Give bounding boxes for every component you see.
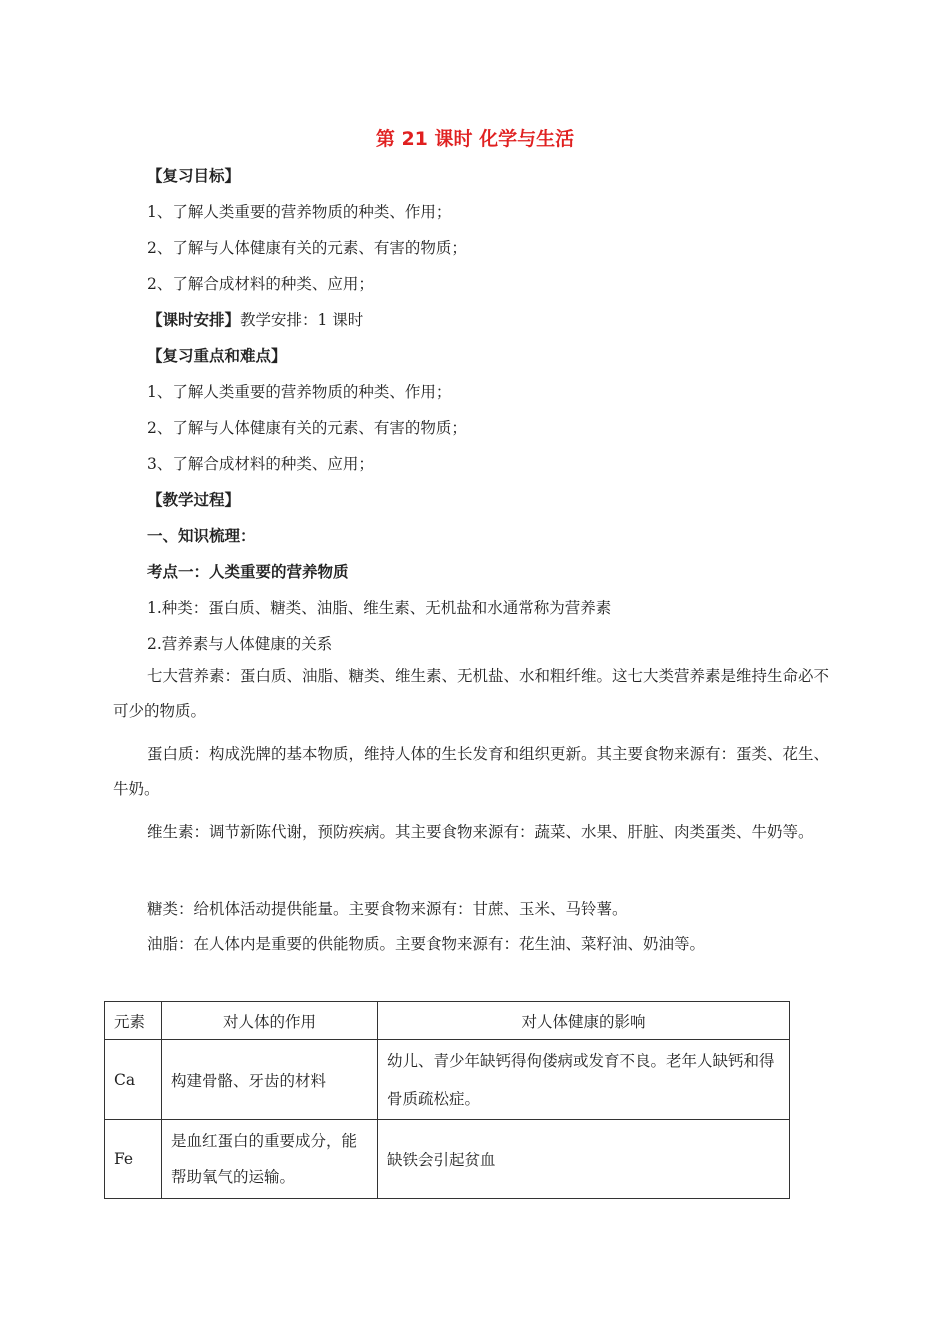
review-goal-item: 2、了解与人体健康有关的元素、有害的物质； — [147, 239, 467, 257]
key-point-item: 2、了解与人体健康有关的元素、有害的物质； — [147, 419, 467, 437]
table-cell: 是血红蛋白的重要成分，能帮助氧气的运输。 — [162, 1120, 378, 1199]
schedule-heading: 【课时安排】 — [147, 311, 241, 329]
table-cell: 构建骨骼、牙齿的材料 — [162, 1040, 378, 1120]
table-cell: Ca — [105, 1040, 162, 1120]
key-point-item: 1、了解人类重要的营养物质的种类、作用； — [147, 383, 452, 401]
table-header-cell: 对人体健康的影响 — [378, 1002, 790, 1040]
paragraph-protein: 蛋白质：构成洗牌的基本物质，维持人体的生长发育和组织更新。其主要食物来源有：蛋类、花生、牛奶。 — [113, 745, 830, 798]
key-points-heading: 【复习重点和难点】 — [147, 347, 287, 365]
table-cell: 缺铁会引起贫血 — [378, 1120, 790, 1199]
page-title: 第 21 课时 化学与生活 — [375, 128, 575, 150]
key-point-item: 3、了解合成材料的种类、应用； — [147, 455, 374, 473]
paragraph-fat: 油脂：在人体内是重要的供能物质。主要食物来源有：花生油、菜籽油、奶油等。 — [147, 935, 706, 953]
table-cell: Fe — [105, 1120, 162, 1199]
element-table — [104, 1001, 790, 1199]
paragraph-nutrients: 七大营养素：蛋白质、油脂、糖类、维生素、无机盐、水和粗纤维。这七大类营养素是维持生命必不可少的物质。 — [113, 667, 830, 720]
table-header-row — [105, 1002, 790, 1040]
review-goal-item: 2、了解合成材料的种类、应用； — [147, 275, 374, 293]
paragraph-sugar: 糖类：给机体活动提供能量。主要食物来源有：甘蔗、玉米、马铃薯。 — [147, 900, 628, 918]
process-heading: 【教学过程】 — [147, 491, 241, 509]
section-heading: 一、知识梳理： — [147, 527, 256, 545]
process-item: 1.种类：蛋白质、糖类、油脂、维生素、无机盐和水通常称为营养素 — [147, 599, 612, 617]
schedule-line — [147, 308, 363, 330]
topic-heading: 考点一：人类重要的营养物质 — [147, 563, 349, 581]
table-header-cell: 对人体的作用 — [162, 1002, 378, 1040]
process-item: 2.营养素与人体健康的关系 — [147, 635, 333, 653]
table-cell: 幼儿、青少年缺钙得佝偻病或发育不良。老年人缺钙和得骨质疏松症。 — [378, 1040, 790, 1120]
table-row — [105, 1120, 790, 1199]
schedule-text: 教学安排：1 课时 — [240, 311, 364, 329]
paragraph-vitamin: 维生素：调节新陈代谢，预防疾病。其主要食物来源有：蔬菜、水果、肝脏、肉类蛋类、牛奶等。 — [147, 823, 814, 841]
table-row — [105, 1040, 790, 1120]
review-goals-heading: 【复习目标】 — [147, 167, 241, 185]
table-header-cell: 元素 — [105, 1002, 162, 1040]
review-goal-item: 1、了解人类重要的营养物质的种类、作用； — [147, 203, 452, 221]
